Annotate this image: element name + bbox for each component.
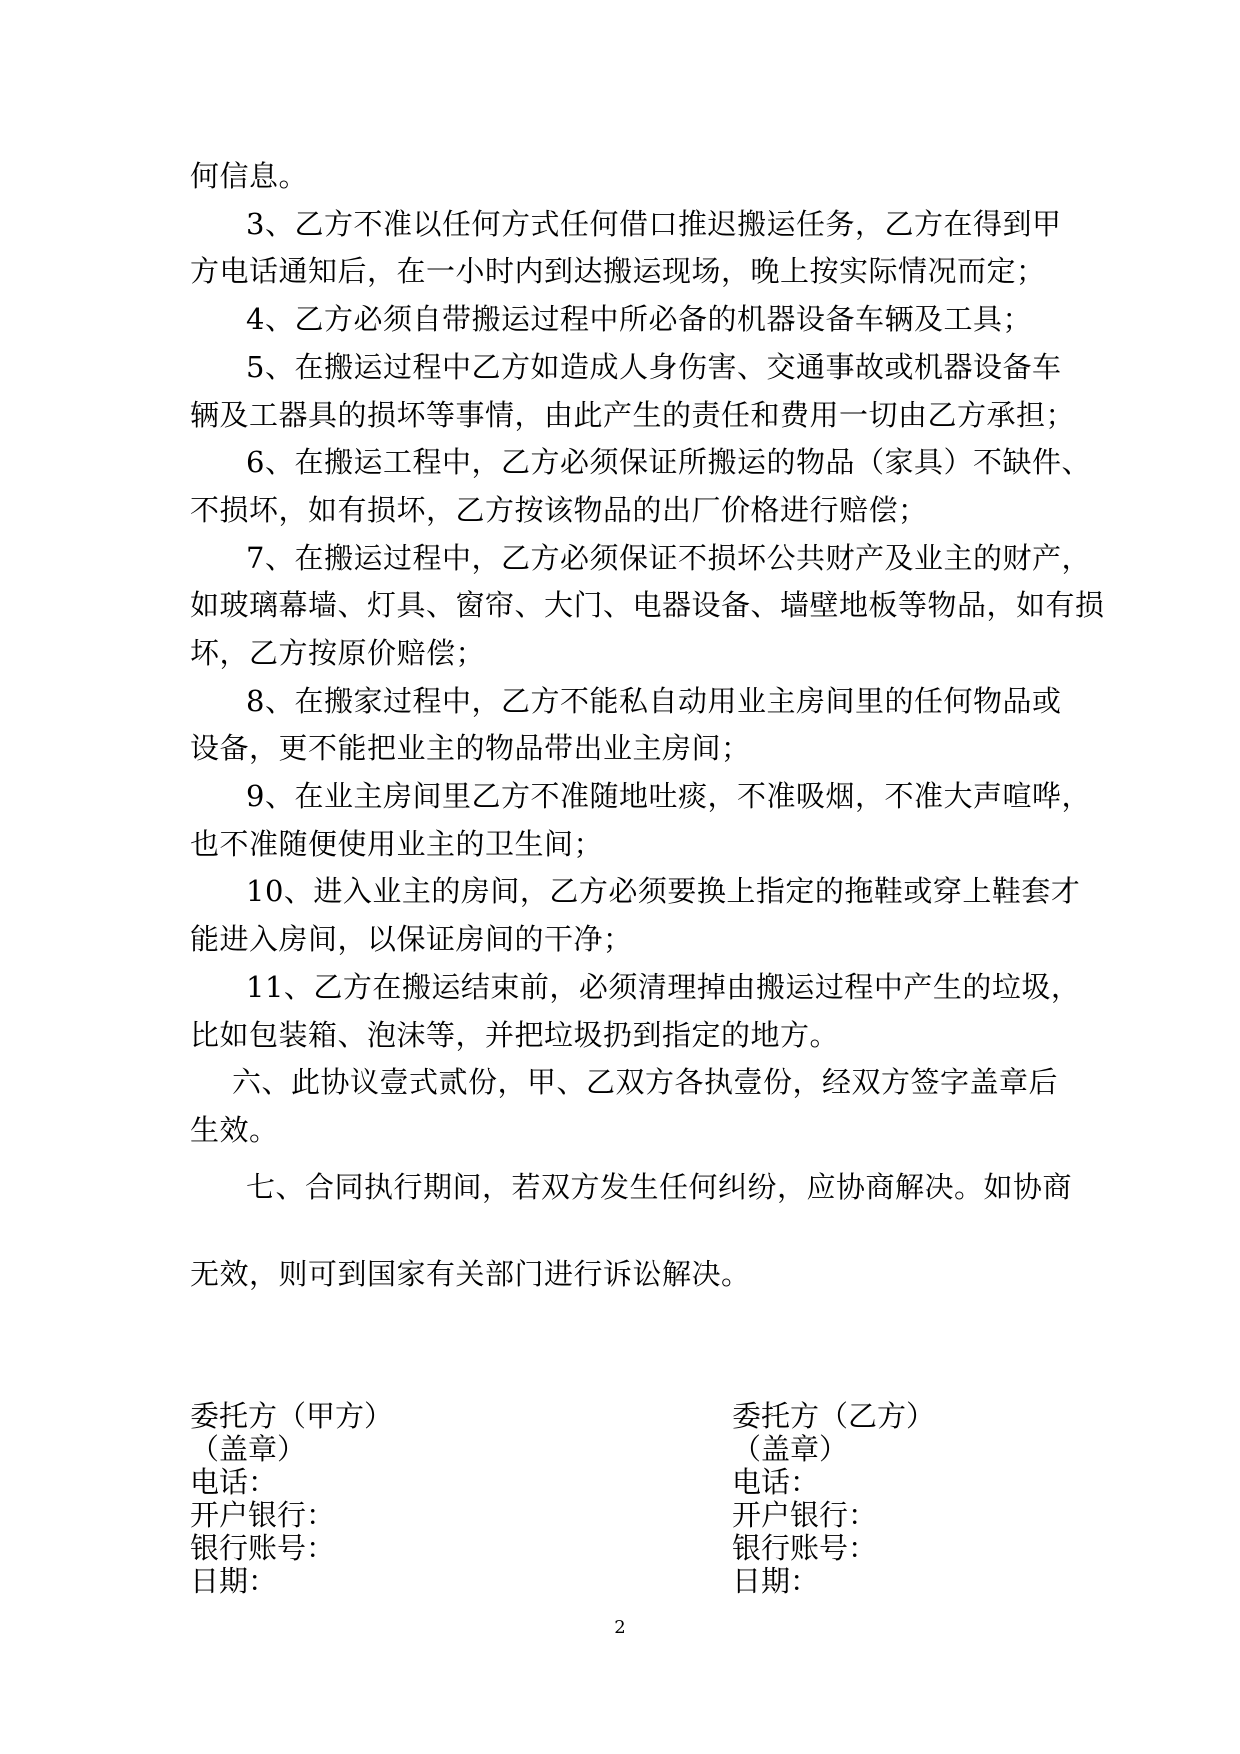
clause-5-line-2: 辆及工器具的损坏等事情，由此产生的责任和费用一切由乙方承担； <box>190 398 1076 432</box>
clause-5-line-1: 5、在搬运过程中乙方如造成人身伤害、交通事故或机器设备车 <box>246 350 1062 384</box>
clause-6-line-1: 6、在搬运工程中，乙方必须保证所搬运的物品（家具）不缺件、 <box>246 445 1091 479</box>
article-7-line-1: 七、合同执行期间，若双方发生任何纠纷，应协商解决。如协商 <box>246 1170 1073 1204</box>
party-a-bank-label: 开户银行： <box>190 1498 336 1532</box>
party-b-account-label: 银行账号： <box>732 1531 878 1565</box>
article-6-line-1: 六、此协议壹式贰份，甲、乙双方各执壹份，经双方签字盖章后 <box>232 1065 1059 1099</box>
clause-7-line-2: 如玻璃幕墙、灯具、窗帘、大门、电器设备、墙壁地板等物品，如有损 <box>190 588 1105 622</box>
article-7-line-2: 无效，则可到国家有关部门进行诉讼解决。 <box>190 1257 751 1291</box>
clause-10-line-1: 10、进入业主的房间，乙方必须要换上指定的拖鞋或穿上鞋套才 <box>246 874 1081 908</box>
clause-6-line-2: 不损坏，如有损坏，乙方按该物品的出厂价格进行赔偿； <box>190 493 928 527</box>
clause-8-line-1: 8、在搬家过程中，乙方不能私自动用业主房间里的任何物品或 <box>246 684 1062 718</box>
page-number: 2 <box>614 1617 626 1638</box>
clause-9-line-1: 9、在业主房间里乙方不准随地吐痰，不准吸烟，不准大声喧哗， <box>246 779 1091 813</box>
party-a-date-label: 日期： <box>190 1564 278 1598</box>
clause-4: 4、乙方必须自带搬运过程中所必备的机器设备车辆及工具； <box>246 302 1032 336</box>
clause-3-line-1: 3、乙方不准以任何方式任何借口推迟搬运任务，乙方在得到甲 <box>246 207 1062 241</box>
party-b-seal: （盖章） <box>732 1432 849 1466</box>
clause-7-line-3: 坏，乙方按原价赔偿； <box>190 636 486 670</box>
clause-8-line-2: 设备，更不能把业主的物品带出业主房间； <box>190 731 751 765</box>
party-b-phone-label: 电话： <box>732 1465 820 1499</box>
clause-9-line-2: 也不准随便使用业主的卫生间； <box>190 827 604 861</box>
party-a-phone-label: 电话： <box>190 1465 278 1499</box>
party-a-title: 委托方（甲方） <box>190 1399 394 1433</box>
article-6-line-2: 生效。 <box>190 1113 279 1147</box>
body-line: 何信息。 <box>190 159 309 193</box>
clause-11-line-1: 11、乙方在搬运结束前，必须清理掉由搬运过程中产生的垃圾， <box>246 970 1081 1004</box>
party-a-account-label: 银行账号： <box>190 1531 336 1565</box>
party-b-bank-label: 开户银行： <box>732 1498 878 1532</box>
clause-7-line-1: 7、在搬运过程中，乙方必须保证不损坏公共财产及业主的财产， <box>246 541 1091 575</box>
clause-3-line-2: 方电话通知后，在一小时内到达搬运现场，晚上按实际情况而定； <box>190 254 1046 288</box>
party-a-seal: （盖章） <box>190 1432 307 1466</box>
party-b-title: 委托方（乙方） <box>732 1399 936 1433</box>
clause-10-line-2: 能进入房间，以保证房间的干净； <box>190 922 633 956</box>
party-b-date-label: 日期： <box>732 1564 820 1598</box>
clause-11-line-2: 比如包装箱、泡沫等，并把垃圾扔到指定的地方。 <box>190 1018 840 1052</box>
